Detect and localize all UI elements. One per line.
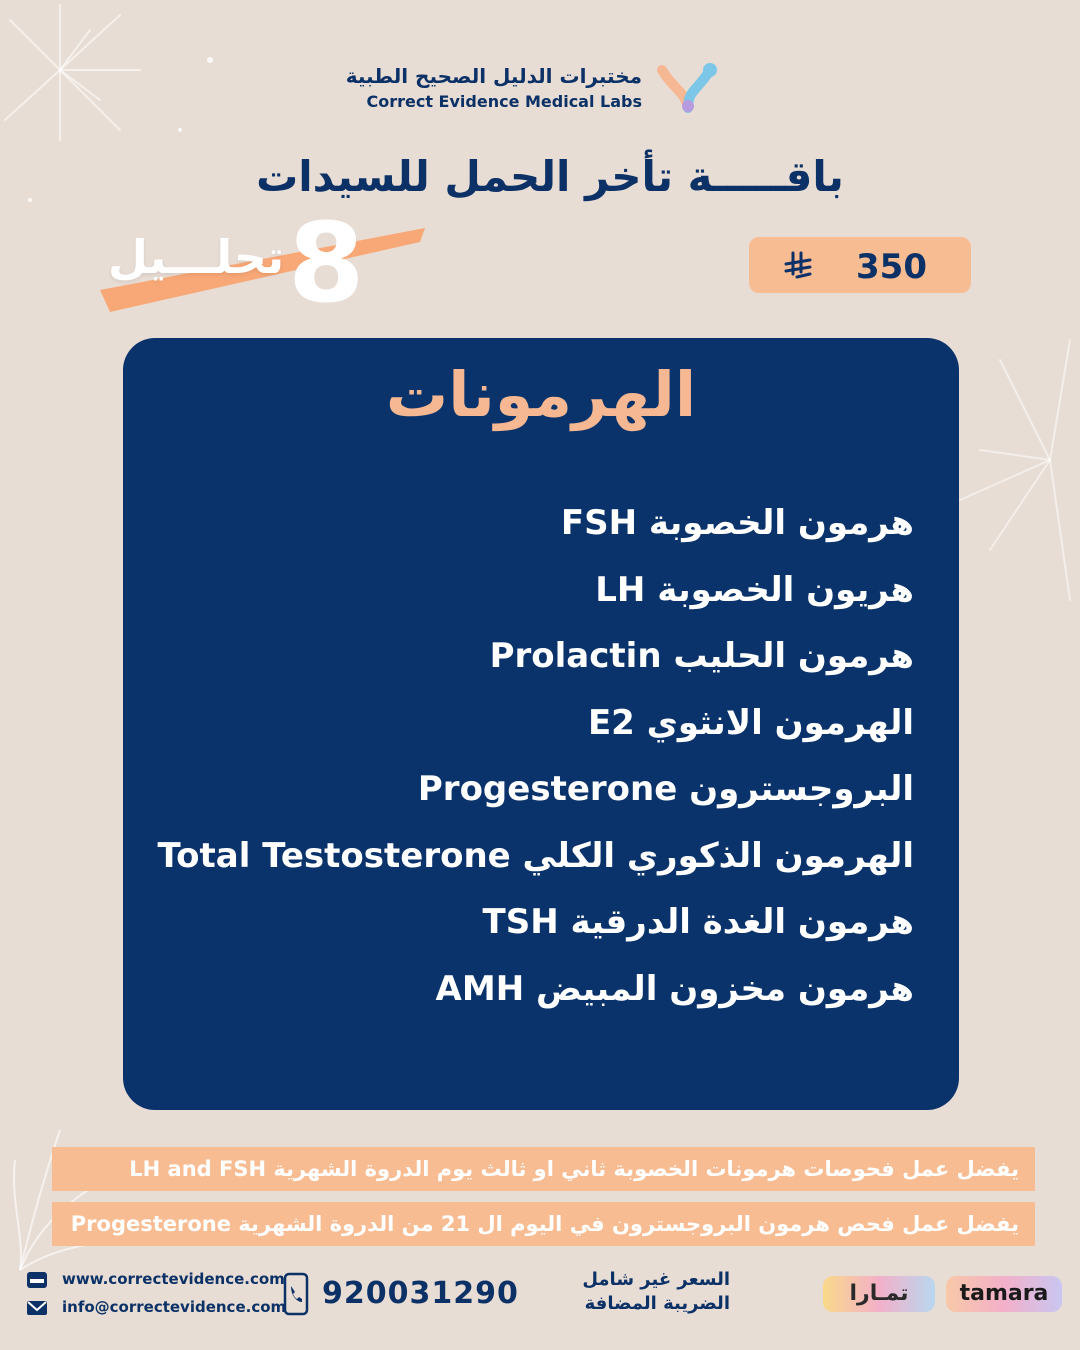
note-progesterone: يفضل عمل فحص هرمون البروجسترون في اليوم ال 21 من الدروة الشهرية Progesterone: [52, 1202, 1035, 1246]
mail-icon: [26, 1299, 48, 1317]
email-link[interactable]: info@correctevidence.com: [62, 1298, 287, 1316]
brand-name-arabic: مختبرات الدليل الصحيح الطبية: [345, 64, 642, 88]
card-heading: الهرمونات: [385, 358, 697, 431]
logo-mark-icon: [654, 60, 720, 114]
list-item: هرمون الغدة الدرقية TSH: [482, 902, 914, 942]
phone-number[interactable]: 920031290: [322, 1276, 519, 1311]
package-title: باقـــــة تأخر الحمل للسيدات: [256, 152, 844, 201]
note-fsh-lh: يفضل عمل فحوصات هرمونات الخصوبة ثاني او ثالث يوم الدروة الشهرية LH and FSH: [52, 1147, 1035, 1191]
web-icon: [26, 1271, 48, 1289]
test-count-label: تحلـــيل: [108, 230, 285, 284]
list-item: هريون الخصوبة LH: [595, 569, 914, 610]
price-badge: [749, 237, 971, 293]
tamara-arabic-badge: تمـارا: [823, 1276, 935, 1312]
hormones-card: [123, 338, 959, 1110]
contact-info: [26, 1268, 286, 1324]
saudi-riyal-icon: [783, 250, 813, 280]
brand-name-english: Correct Evidence Medical Labs: [366, 92, 642, 111]
website-link[interactable]: www.correctevidence.com: [62, 1270, 285, 1288]
list-item: البروجسترون Progesterone: [417, 769, 914, 809]
vat-line-1: السعر غير شامل: [582, 1269, 730, 1290]
test-count-banner: [100, 199, 430, 330]
list-item: هرمون الحليب Prolactin: [489, 636, 914, 676]
list-item: الهرمون الانثوي E2: [587, 702, 914, 743]
phone-icon: [283, 1272, 309, 1316]
price-value: 350: [856, 247, 927, 287]
test-count-number: 8: [288, 199, 365, 327]
tests-list: [157, 501, 914, 1033]
vat-line-2: الضريبة المضافة: [584, 1293, 730, 1314]
brand-logo: [345, 60, 720, 120]
website-row[interactable]: [26, 1268, 286, 1296]
list-item: هرمون الخصوبة FSH: [560, 503, 914, 543]
email-row[interactable]: [26, 1296, 286, 1324]
vat-notice: [555, 1268, 730, 1316]
list-item: هرمون مخزون المبيض AMH: [435, 968, 914, 1009]
tamara-english-badge: tamara: [946, 1276, 1062, 1312]
list-item: الهرمون الذكوري الكلي Total Testosterone: [157, 835, 914, 876]
